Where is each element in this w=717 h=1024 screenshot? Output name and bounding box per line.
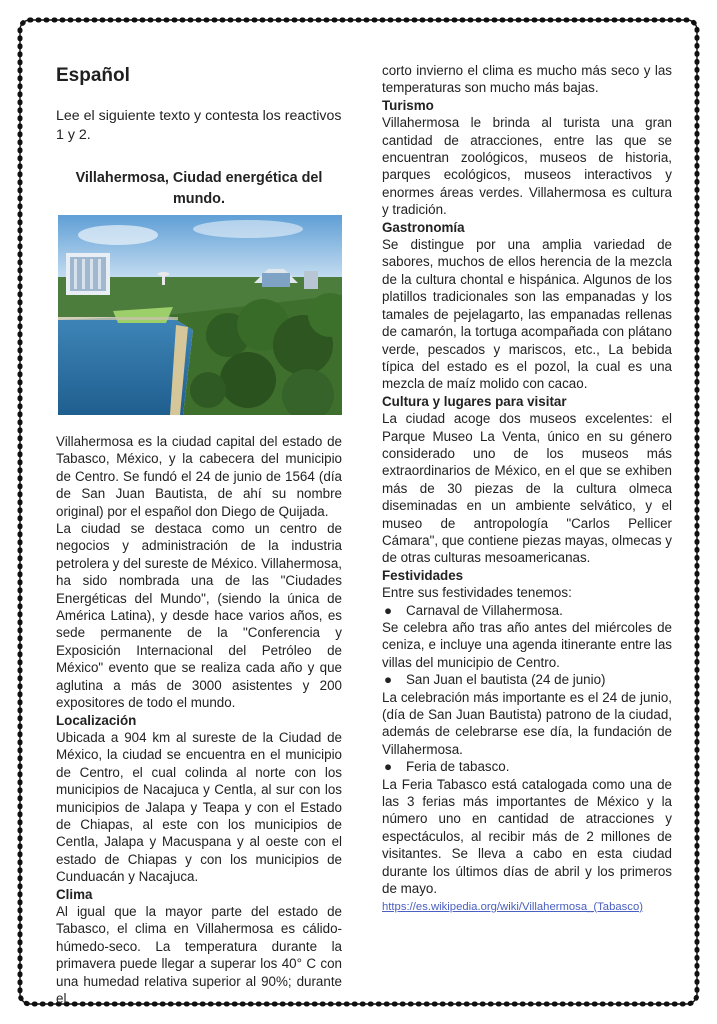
localizacion-text: Ubicada a 904 km al sureste de la Ciudad de México, la ciudad se encuentra en el municipio de Centro, el cual colinda al norte con los municipios de Nacajuca y Centla, al sur con los municipios de Jalapa y Teapa y con el Estado de Chiapas, al este con los municipios de Centla, Jalapa y Macuspana y al oeste con el estado de Chiapas y con los municipios de Cunduacán y Nacajuca. — [56, 729, 342, 885]
clima-heading: Clima — [56, 886, 93, 902]
turismo-text: Villahermosa le brinda al turista una gran cantidad de atracciones, entre las que se encuentran zoológicos, museos de historia, parques ecológicos, museos interactivos y enormes áreas verdes. Villahermosa es cultura y tradición. — [382, 115, 672, 218]
intro-paragraph: Villahermosa es la ciudad capital del estado de Tabasco, México, y la cabecera del municipio de Centro. Se fundó el 24 de junio de 1564 (día de San Juan Bautista, de ahí su nombre original) por el español don Diego de Quijada. — [56, 434, 342, 519]
festividad-description: La Feria Tabasco está catalogada como una de las 3 ferias más importantes de México y la número uno en cantidad de atracciones y espectáculos, al recibir más de 2 millones de visitantes. Se lleva a cabo en esta ciudad durante los últimos días de abril y los primeros de mayo. — [382, 776, 672, 897]
bullet-icon: ● — [384, 759, 393, 775]
clima-text: Al igual que la mayor parte del estado de Tabasco, el clima en Villahermosa es cálido-húmedo-seco. La temperatura durante la primavera puede llegar a superar los 40° C con una humedad relativa superior al 90%; durante el — [56, 903, 342, 1006]
festividad-bullet-label: San Juan el bautista (24 de junio) — [406, 672, 606, 688]
right-body-text — [382, 62, 672, 916]
bullet-icon: ● — [384, 672, 393, 688]
festividades-intro: Entre sus festividades tenemos: — [382, 585, 572, 601]
festividad-bullet-item — [382, 758, 672, 775]
festividad-bullet-item — [382, 602, 672, 619]
turismo-heading: Turismo — [382, 97, 434, 113]
festividad-description: La celebración más importante es el 24 de junio, (día de San Juan Bautista) patrono de la ciudad, además de celebrarse ese día, la fundación de Villahermosa. — [382, 689, 672, 757]
festividades-heading: Festividades — [382, 567, 464, 583]
bullet-icon: ● — [384, 602, 393, 618]
festividad-description: Se celebra año tras año antes del miércoles de ceniza, e incluye una agenda itinerante entre las villas del municipio de Centro. — [382, 620, 672, 670]
worksheet-page — [36, 0, 706, 1024]
festividad-bullet-item — [382, 671, 672, 688]
subject-title: Español — [56, 65, 130, 86]
localizacion-heading: Localización — [56, 712, 137, 728]
article-title: Villahermosa, Ciudad energética del mundo. — [75, 170, 323, 207]
source-link[interactable]: https://es.wikipedia.org/wiki/Villahermosa_(Tabasco) — [382, 900, 643, 913]
cultura-text: La ciudad acoge dos museos excelentes: el Parque Museo La Venta, único en su género considerado uno de los museos más extraordinarios de México, en el que se exhiben más de 30 piezas de la cultura olmeca diseminadas en un ambiente selvático, y el museo de antropología "Carlos Pellicer Cámara", que contiene piezas mayas, olmecas y de otras culturas mesoamericanas. — [382, 411, 672, 566]
gastronomia-text: Se distingue por una amplia variedad de sabores, muchos de ellos herencia de la mezcla de la cultura chontal e hispánica. Algunos de los platillos tradicionales son las empanadas y los tamales de pejelagarto, las empanadas rellenas de camarón, la tortuga acompañada con plátano verde, pescados y mariscos, etc., La bebida típica del estado es el pozol, la cual es una mezcla de maíz molido con cacao. — [382, 237, 672, 392]
festividad-bullet-label: Carnaval de Villahermosa. — [406, 602, 563, 618]
clima-text-continued: corto invierno el clima es mucho más seco y las temperaturas son mucho más bajas. — [382, 63, 672, 96]
gastronomia-heading: Gastronomía — [382, 219, 465, 235]
left-body-text — [56, 433, 342, 1007]
city-photo — [58, 215, 342, 415]
instruction-text: Lee el siguiente texto y contesta los reactivos 1 y 2. — [56, 108, 342, 143]
cultura-heading: Cultura y lugares para visitar — [382, 393, 567, 409]
energy-paragraph: La ciudad se destaca como un centro de negocios y administración de la industria petrolera y del sureste de México. Villahermosa, ha sido nombrada una de las "Ciudades Energéticas del Mundo", (siendo la única de América Latina), y desde hace varios años, es sede permanente de la "Conferencia y Exposición Internacional del Petróleo de México" evento que se realiza cada año y que aglutina a más de 3000 asistentes y 200 expositores de todo el mundo. — [56, 521, 342, 711]
festividad-bullet-label: Feria de tabasco. — [406, 759, 510, 775]
city-photo-icon — [58, 215, 342, 415]
